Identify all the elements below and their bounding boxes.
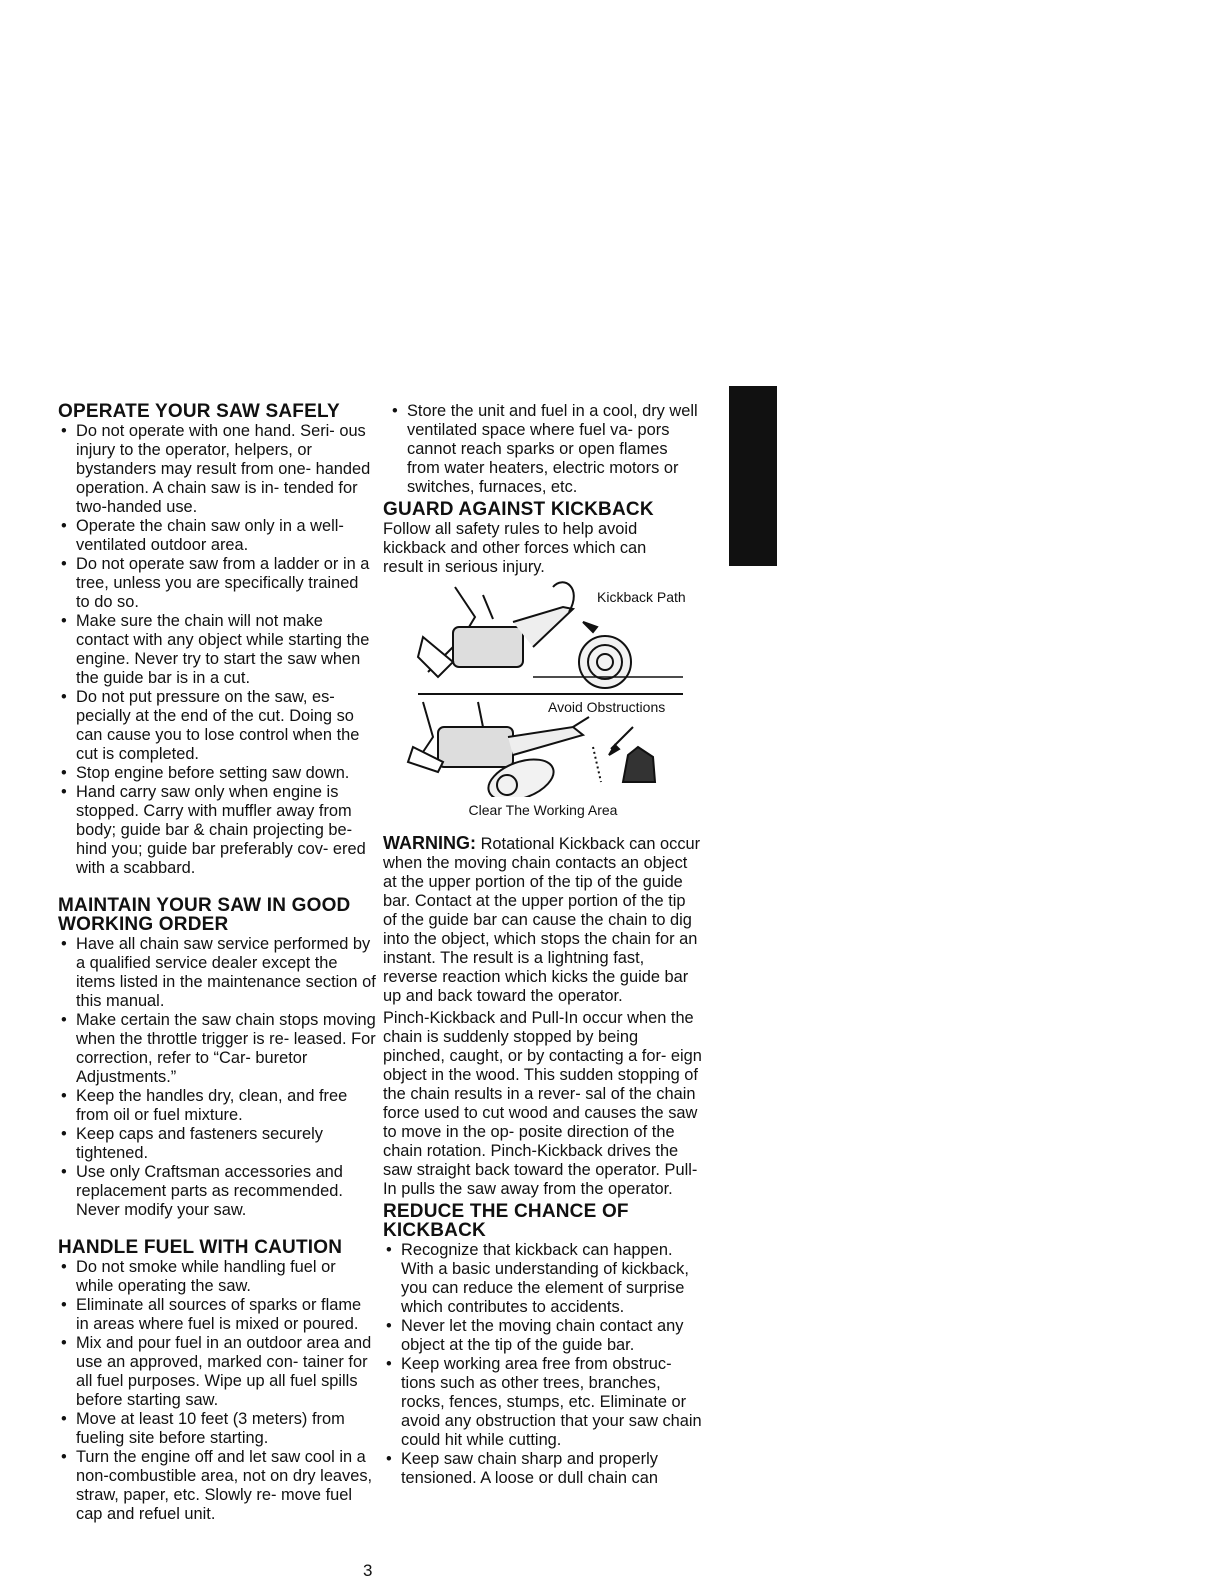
list-item: • Mix and pour fuel in an outdoor area and use an approved, marked con- tainer for all fuel purposes. Wipe up all fuel spills before starting saw. [58,1334,376,1410]
list-item: • Make certain the saw chain stops moving when the throttle trigger is re- leased. For correction, refer to “Car- buretor Adjustments.” [58,1011,376,1087]
kickback-illustration-icon [383,577,703,797]
operate-list [58,422,376,878]
list-item: • Recognize that kickback can happen. With a basic understanding of kickback, you can reduce the element of surprise which contributes to accidents. [383,1241,703,1317]
list-item: • Operate the chain saw only in a well- ventilated outdoor area. [58,517,376,555]
kickback-figure [383,577,703,797]
kickback-path-label: Kickback Path [597,589,686,605]
list-item: • Keep the handles dry, clean, and free from oil or fuel mixture. [58,1087,376,1125]
page-number: 3 [363,1561,373,1580]
fuel-list [58,1258,376,1524]
warning-paragraph [383,834,703,1006]
guard-heading: GUARD AGAINST KICKBACK [383,499,654,520]
list-item: • Turn the engine off and let saw cool in a non-combustible area, not on dry leaves, straw, paper, etc. Slowly re- move fuel cap and refuel unit. [58,1448,376,1524]
store-list [383,402,703,497]
list-item: • Store the unit and fuel in a cool, dry well ventilated space where fuel va- pors cannot reach sparks or open flames from water heaters, electric motors or switches, furnaces, etc. [389,402,703,497]
list-item: • Do not operate saw from a ladder or in a tree, unless you are specifically trained to do so. [58,555,376,612]
list-item: • Hand carry saw only when engine is stopped. Carry with muffler away from body; guide bar & chain projecting be- hind you; guide bar preferably cov- ered with a scabbard. [58,783,376,878]
avoid-obstructions-label: Avoid Obstructions [548,699,666,715]
pinch-kickback-paragraph: Pinch-Kickback and Pull-In occur when the chain is suddenly stopped by being pinched, caught, or by contacting a for- eign object in the wood. This sudden stopping of the chain results in a rever- sal of the chain force used to cut wood and causes the saw to move in the op- posite direction of the chain rotation. Pinch-Kickback drives the saw straight back toward the operator. Pull-In pulls the saw away from the operator. [383,1009,702,1198]
list-item: • Keep caps and fasteners securely tightened. [58,1125,376,1163]
list-item: • Do not operate with one hand. Seri- ous injury to the operator, helpers, or bystanders may result from one- handed operation. A chain saw is in- tended for two-handed use. [58,422,376,517]
operate-heading: OPERATE YOUR SAW SAFELY [58,401,340,422]
list-item: • Eliminate all sources of sparks or flame in areas where fuel is mixed or poured. [58,1296,376,1334]
list-item: • Move at least 10 feet (3 meters) from fueling site before starting. [58,1410,376,1448]
list-item: • Have all chain saw service performed by a qualified service dealer except the items listed in the maintenance section of this manual. [58,935,376,1011]
reduce-list [383,1241,703,1488]
warning-label: WARNING: [383,833,476,853]
maintain-list [58,935,376,1220]
list-item: • Make sure the chain will not make contact with any object while starting the engine. Never try to start the saw when the guide bar is in a cut. [58,612,376,688]
right-column [383,402,703,1488]
left-column [58,402,376,1524]
maintain-heading: MAINTAIN YOUR SAW IN GOOD WORKING ORDER [58,895,351,935]
figure-caption: Clear The Working Area [468,802,618,818]
list-item: • Keep saw chain sharp and properly tensioned. A loose or dull chain can [383,1450,703,1488]
reduce-heading: REDUCE THE CHANCE OF KICKBACK [383,1201,629,1241]
fuel-heading: HANDLE FUEL WITH CAUTION [58,1237,343,1258]
list-item: • Keep working area free from obstruc- tions such as other trees, branches, rocks, fences, stumps, etc. Eliminate or avoid any obstruction that your saw chain could hit while cutting. [383,1355,703,1450]
list-item: • Do not put pressure on the saw, es- pecially at the end of the cut. Doing so can cause you to lose control when the cut is completed. [58,688,376,764]
section-tab-marker [729,386,777,566]
list-item: • Use only Craftsman accessories and replacement parts as recommended. Never modify your saw. [58,1163,376,1220]
list-item: • Stop engine before setting saw down. [58,764,376,783]
list-item: • Do not smoke while handling fuel or while operating the saw. [58,1258,376,1296]
warning-text: Rotational Kickback can occur when the moving chain contacts an object at the upper portion of the tip of the guide bar. Contact at the upper portion of the tip of the guide bar can cause the chain to dig into the object, which stops the chain for an instant. The result is a lightning fast, reverse reaction which kicks the guide bar up and back toward the operator. [383,835,701,1005]
list-item: • Never let the moving chain contact any object at the tip of the guide bar. [383,1317,703,1355]
guard-text: Follow all safety rules to help avoid kickback and other forces which can result in serious injury. [383,520,647,576]
